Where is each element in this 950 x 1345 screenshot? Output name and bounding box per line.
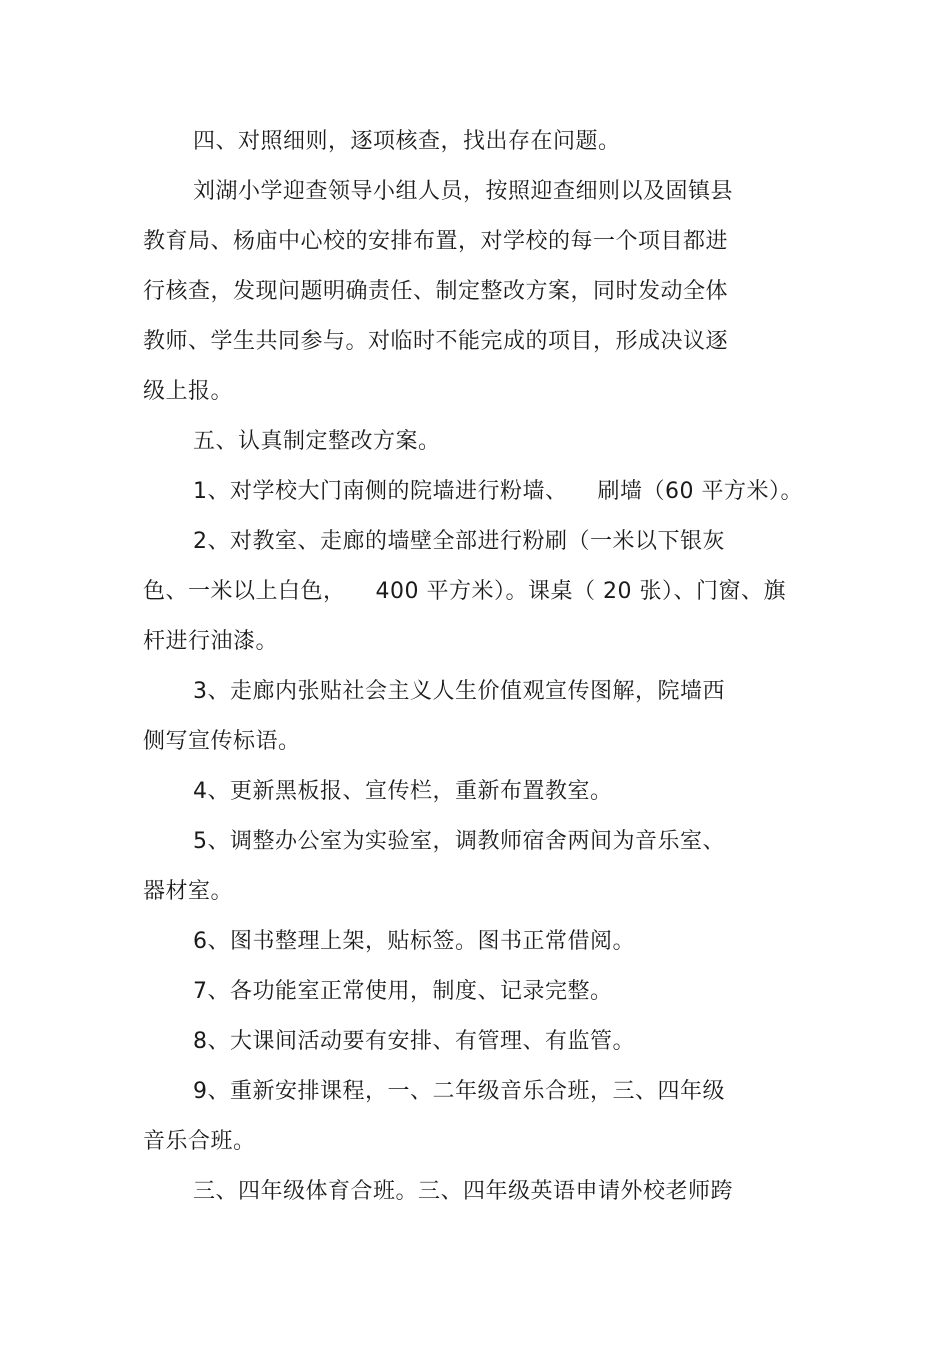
section-four-heading: 四、对照细则，逐项核查，找出存在问题。: [193, 129, 621, 154]
list-item-continuation: 杆进行油漆。: [143, 629, 279, 654]
list-item: 5、调整办公室为实验室，调教师宿舍两间为音乐室、: [193, 829, 725, 854]
list-item: 1、对学校大门南侧的院墙进行粉墙、 刷墙（60 平方米）。: [193, 479, 803, 504]
paragraph-line: 级上报。: [143, 379, 234, 404]
list-item: 3、走廊内张贴社会主义人生价值观宣传图解，院墙西: [193, 679, 725, 704]
list-item: 2、对教室、走廊的墙壁全部进行粉刷（一米以下银灰: [193, 529, 725, 554]
list-item: 6、图书整理上架，贴标签。图书正常借阅。: [193, 929, 635, 954]
list-item: 9、重新安排课程，一、二年级音乐合班，三、四年级: [193, 1079, 725, 1104]
list-item: 7、各功能室正常使用，制度、记录完整。: [193, 979, 613, 1004]
list-item: 4、更新黑板报、宣传栏，重新布置教室。: [193, 779, 613, 804]
paragraph-line: 三、四年级体育合班。三、四年级英语申请外校老师跨: [193, 1179, 734, 1204]
list-item-continuation: 侧写宣传标语。: [143, 729, 301, 754]
list-item-continuation: 器材室。: [143, 879, 234, 904]
paragraph-line: 行核查，发现问题明确责任、制定整改方案，同时发动全体: [143, 279, 729, 304]
list-item-continuation: 色、一米以上白色， 400 平方米）。课桌（ 20 张）、门窗、旗: [143, 579, 786, 604]
paragraph-line: 教师、学生共同参与。对临时不能完成的项目，形成决议逐: [143, 329, 729, 354]
paragraph-line: 刘湖小学迎查领导小组人员，按照迎查细则以及固镇县: [193, 179, 734, 204]
paragraph-line: 教育局、杨庙中心校的安排布置，对学校的每一个项目都进: [143, 229, 729, 254]
list-item: 8、大课间活动要有安排、有管理、有监管。: [193, 1029, 635, 1054]
section-five-heading: 五、认真制定整改方案。: [193, 429, 441, 454]
list-item-continuation: 音乐合班。: [143, 1129, 256, 1154]
